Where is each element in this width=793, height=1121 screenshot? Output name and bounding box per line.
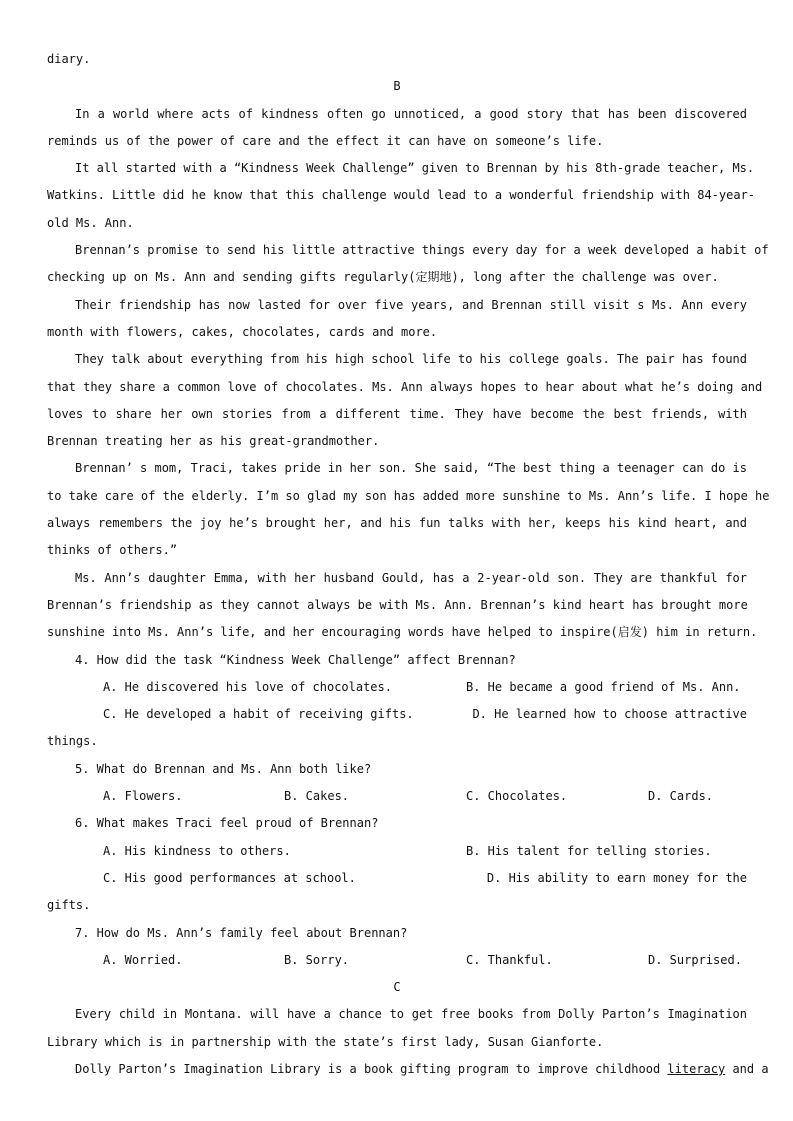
question-5-option-b: B. Cakes. [284, 789, 350, 804]
document-page [47, 46, 770, 1083]
b-p5-line-1: They talk about everything from his high school life to his college goals. The pair has found [75, 352, 747, 367]
question-7-option-b: B. Sorry. [284, 952, 350, 967]
question-7-option-c: C. Thankful. [466, 952, 553, 967]
question-5-option-a: A. Flowers. [103, 789, 183, 804]
question-4-option-a: A. He discovered his love of chocolates. [103, 679, 392, 694]
question-6-option-d: D. His ability to earn money for the [486, 870, 747, 885]
question-6-options-row-1 [47, 838, 747, 865]
question-4-option-d: D. He learned how to choose attractive [472, 707, 747, 722]
c-p2-text-start: Dolly Parton’s Imagination Library is a book gifting program to improve childhood [75, 1061, 668, 1076]
b-p3-line-1: Brennan’s promise to send his little attractive things every day for a week developed a habit of [75, 243, 769, 258]
question-6-stem: 6. What makes Traci feel proud of Brennan? [75, 816, 379, 831]
b-p6-line-2: to take care of the elderly. I’m so glad my son has added more sunshine to Ms. Ann’s life. I hope he [47, 488, 770, 503]
b-p7-line-3: sunshine into Ms. Ann’s life, and her encouraging words have helped to inspire(启发) him in return. [47, 625, 758, 640]
section-b-heading: B [393, 79, 401, 94]
b-p1-line-1: In a world where acts of kindness often go unnoticed, a good story that has been discovered [75, 106, 747, 121]
question-6-option-b: B. His talent for telling stories. [466, 843, 712, 858]
question-4-option-d-wrap: things. [47, 734, 98, 749]
section-c-heading: C [393, 980, 401, 995]
question-6-options-row-2 [47, 865, 747, 892]
b-p7-line-2: Brennan’s friendship as they cannot always be with Ms. Ann. Brennan’s kind heart has brought more [47, 597, 748, 612]
b-p2-line-1: It all started with a “Kindness Week Challenge” given to Brennan by his 8th-grade teacher, Ms. [75, 161, 755, 176]
question-7-option-a: A. Worried. [103, 952, 183, 967]
question-6-option-c: C. His good performances at school. [103, 870, 356, 885]
b-p4-line-2: month with flowers, cakes, chocolates, cards and more. [47, 324, 438, 339]
question-4-options-row-1 [47, 674, 747, 701]
b-p1-line-2: reminds us of the power of care and the effect it can have on someone’s life. [47, 133, 604, 148]
question-5-option-d: D. Cards. [648, 789, 714, 804]
question-7-stem: 7. How do Ms. Ann’s family feel about Brennan? [75, 925, 408, 940]
b-p5-line-3: loves to share her own stories from a different time. They have become the best friends, with [47, 406, 747, 421]
question-5-options-row [47, 783, 747, 810]
question-4-option-c: C. He developed a habit of receiving gifts. [103, 707, 414, 722]
question-7-option-d: D. Surprised. [648, 952, 742, 967]
b-p6-line-4: thinks of others.” [47, 543, 178, 558]
b-p6-line-3: always remembers the joy he’s brought her, and his fun talks with her, keeps his kind heart, and [47, 516, 747, 531]
question-6-option-a: A. His kindness to others. [103, 843, 291, 858]
previous-passage-tail: diary. [47, 52, 91, 66]
literacy-underlined-word: literacy [667, 1061, 726, 1076]
question-7-options-row [47, 947, 747, 974]
question-4-stem: 4. How did the task “Kindness Week Challenge” affect Brennan? [75, 652, 516, 667]
question-5-option-c: C. Chocolates. [466, 789, 568, 804]
b-p5-line-2: that they share a common love of chocolates. Ms. Ann always hopes to hear about what he’s doing and [47, 379, 763, 394]
b-p2-line-2: Watkins. Little did he know that this challenge would lead to a wonderful friendship with 84-year- [47, 188, 756, 203]
b-p2-line-3: old Ms. Ann. [47, 215, 134, 230]
question-5-stem: 5. What do Brennan and Ms. Ann both like? [75, 761, 372, 776]
question-4-options-row-2 [47, 701, 747, 728]
c-p2-text-end: and a [725, 1061, 769, 1076]
question-6-option-d-wrap: gifts. [47, 898, 91, 913]
b-p5-line-4: Brennan treating her as his great-grandmother. [47, 434, 380, 449]
b-p4-line-1: Their friendship has now lasted for over five years, and Brennan still visit s Ms. Ann every [75, 297, 747, 312]
b-p7-line-1: Ms. Ann’s daughter Emma, with her husband Gould, has a 2-year-old son. They are thankful for [75, 570, 747, 585]
b-p3-line-2: checking up on Ms. Ann and sending gifts regularly(定期地), long after the challenge was over. [47, 270, 719, 285]
c-p2-line-1 [47, 1056, 769, 1083]
question-4-option-b: B. He became a good friend of Ms. Ann. [466, 679, 741, 694]
c-p1-line-1: Every child in Montana. will have a chance to get free books from Dolly Parton’s Imagination [75, 1007, 747, 1022]
b-p6-line-1: Brennan’ s mom, Traci, takes pride in her son. She said, “The best thing a teenager can do is [75, 461, 747, 476]
c-p1-line-2: Library which is in partnership with the state’s first lady, Susan Gianforte. [47, 1034, 604, 1049]
